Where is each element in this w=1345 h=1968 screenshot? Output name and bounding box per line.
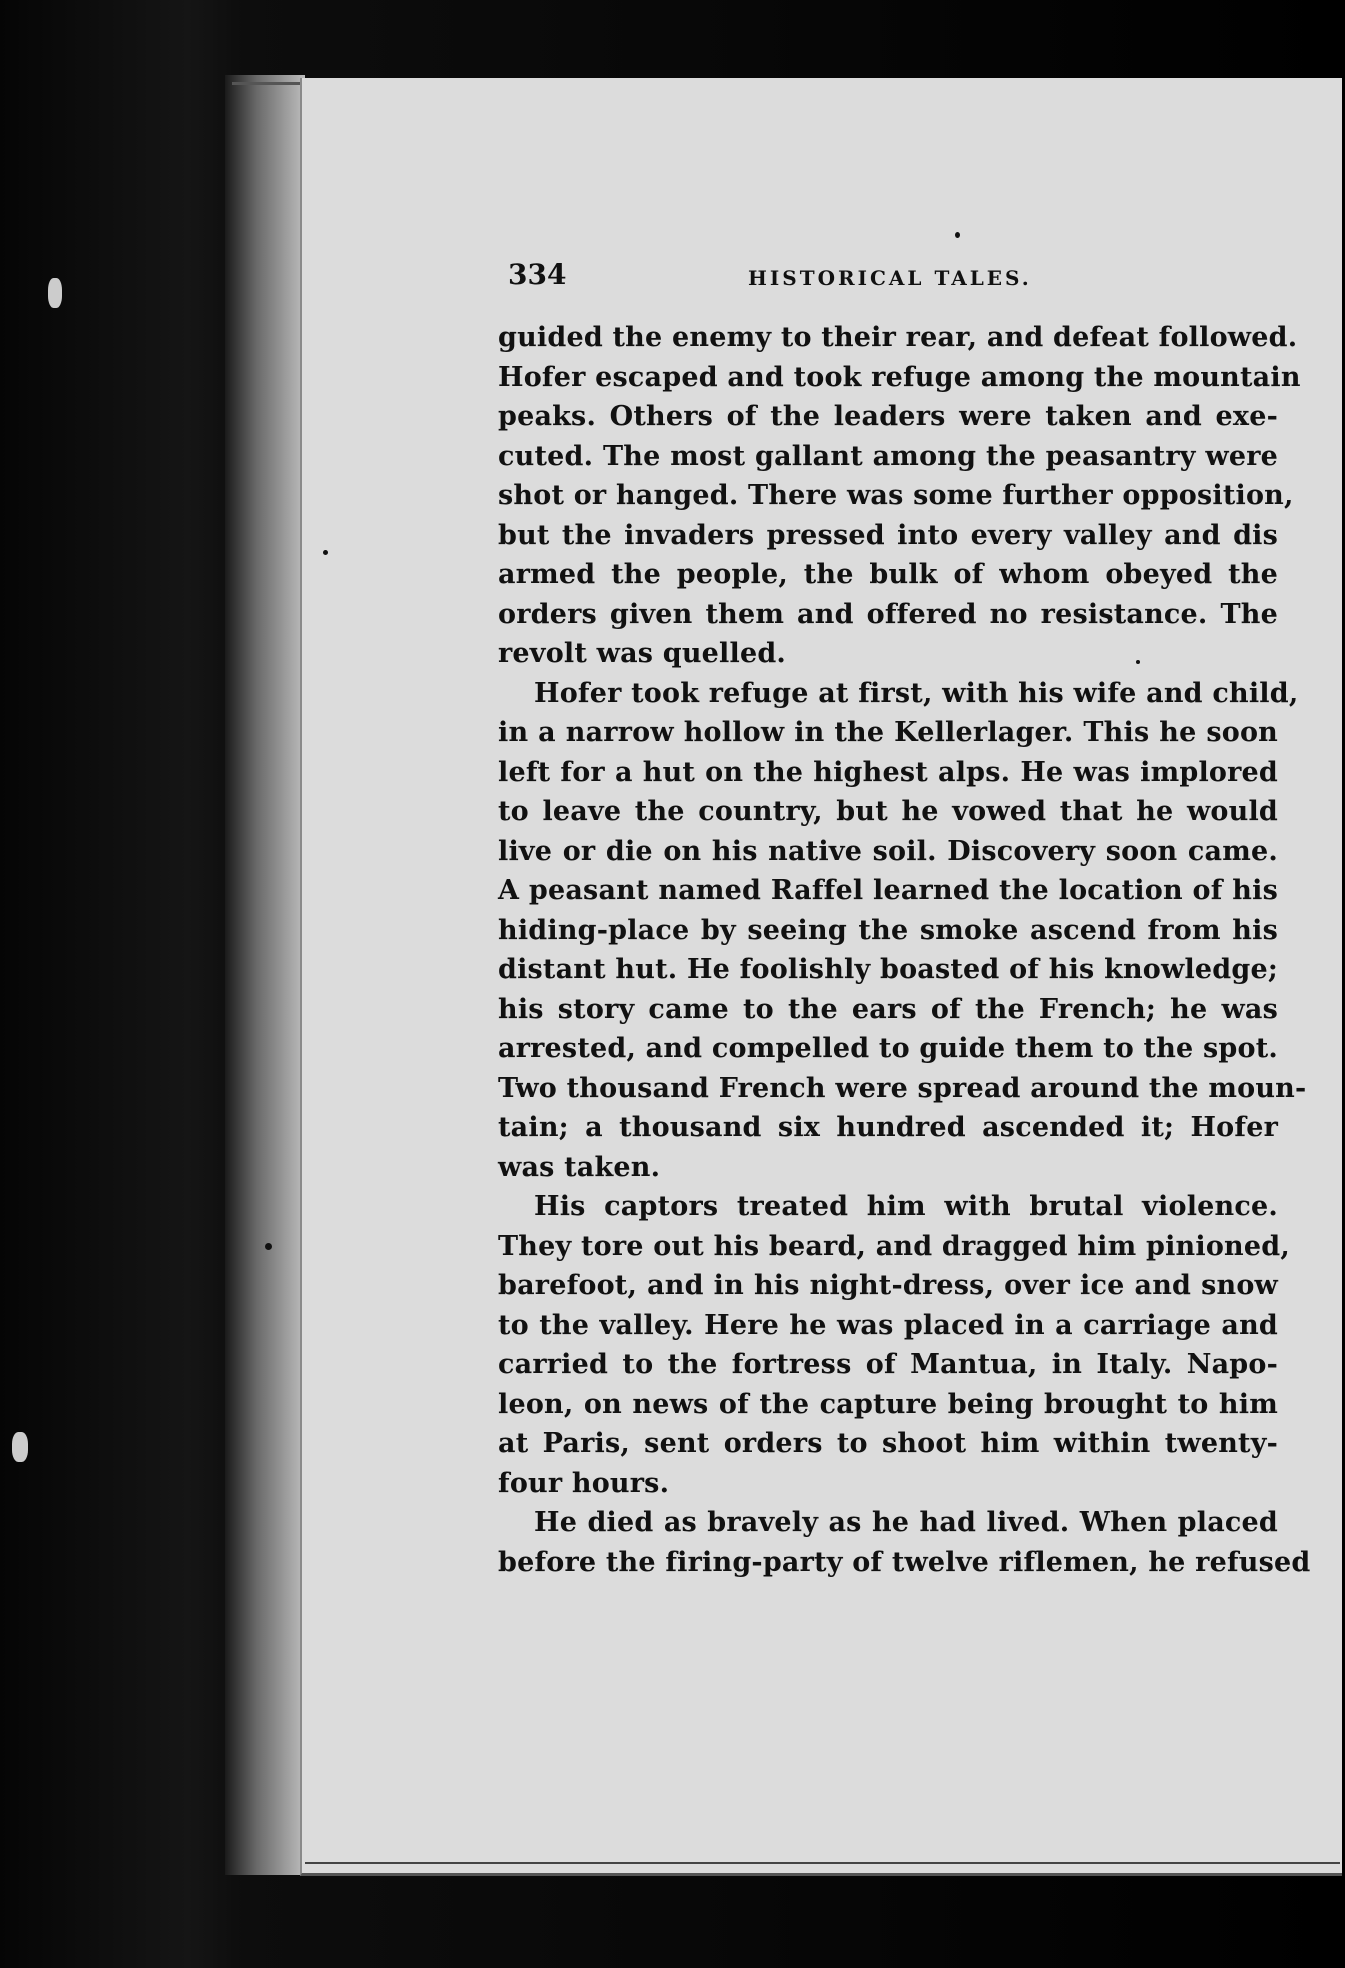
- scan-speck: [955, 232, 960, 238]
- text-line: His captors treated him with brutal violence.: [534, 1191, 1278, 1222]
- text-line: was taken.: [498, 1151, 661, 1183]
- text-line: to leave the country, but he vowed that he would: [498, 796, 1278, 827]
- paragraph: [498, 1503, 1311, 1582]
- text-line: barefoot, and in his night-dress, over ice and snow: [498, 1270, 1278, 1301]
- bottom-edge-rule: [305, 1862, 1340, 1864]
- text-line: carried to the fortress of Mantua, in Italy. Napo-: [498, 1349, 1278, 1380]
- scan-edge-mark: [48, 278, 62, 308]
- text-line: peaks. Others of the leaders were taken and exe-: [498, 401, 1278, 432]
- text-line: tain; a thousand six hundred ascended it; Hofer: [498, 1112, 1278, 1143]
- text-line: distant hut. He foolishly boasted of his knowledge;: [498, 954, 1278, 985]
- text-line: at Paris, sent orders to shoot him within twenty-: [498, 1428, 1278, 1459]
- text-line: arrested, and compelled to guide them to the spot.: [498, 1033, 1278, 1064]
- top-edge-rule: [232, 82, 302, 85]
- text-line: before the firing-party of twelve riflemen, he refused: [498, 1546, 1311, 1578]
- paragraph: [498, 318, 1301, 674]
- text-line: leon, on news of the capture being brought to him: [498, 1388, 1278, 1420]
- text-line: A peasant named Raffel learned the location of his: [498, 875, 1278, 906]
- text-line: his story came to the ears of the French; he was: [498, 993, 1278, 1025]
- text-line: orders given them and offered no resistance. The: [498, 598, 1278, 630]
- text-line: armed the people, the bulk of whom obeyed the: [498, 559, 1278, 590]
- text-line: Hofer escaped and took refuge among the mountain: [498, 361, 1301, 393]
- running-head: HISTORICAL TALES.: [748, 266, 1032, 290]
- text-line: but the invaders pressed into every valley and dis: [498, 519, 1278, 551]
- page-number: 334: [508, 258, 567, 291]
- text-line: shot or hanged. There was some further opposition,: [498, 480, 1294, 511]
- page-header: [508, 258, 1288, 298]
- book-page-edges: [225, 75, 305, 1875]
- text-line: left for a hut on the highest alps. He was implored: [498, 756, 1278, 788]
- text-line: live or die on his native soil. Discovery soon came.: [498, 835, 1278, 867]
- text-line: Hofer took refuge at first, with his wife and child,: [534, 677, 1299, 709]
- text-line: guided the enemy to their rear, and defeat followed.: [498, 322, 1298, 353]
- body-text: [498, 318, 1311, 1582]
- scan-speck: [265, 1243, 272, 1250]
- paragraph: [498, 1187, 1290, 1503]
- text-line: to the valley. Here he was placed in a carriage and: [498, 1309, 1278, 1341]
- text-line: They tore out his beard, and dragged him pinioned,: [498, 1230, 1290, 1262]
- text-line: revolt was quelled.: [498, 638, 787, 669]
- text-line: cuted. The most gallant among the peasantry were: [498, 440, 1278, 472]
- scan-edge-mark: [12, 1432, 28, 1462]
- paragraph: [498, 674, 1307, 1188]
- text-line: hiding-place by seeing the smoke ascend from his: [498, 914, 1278, 946]
- text-line: He died as bravely as he had lived. When placed: [534, 1507, 1278, 1538]
- text-line: Two thousand French were spread around the moun-: [498, 1072, 1307, 1104]
- text-line: in a narrow hollow in the Kellerlager. This he soon: [498, 717, 1278, 748]
- scan-speck: [1136, 660, 1140, 664]
- scan-speck: [323, 550, 328, 555]
- text-line: four hours.: [498, 1467, 670, 1499]
